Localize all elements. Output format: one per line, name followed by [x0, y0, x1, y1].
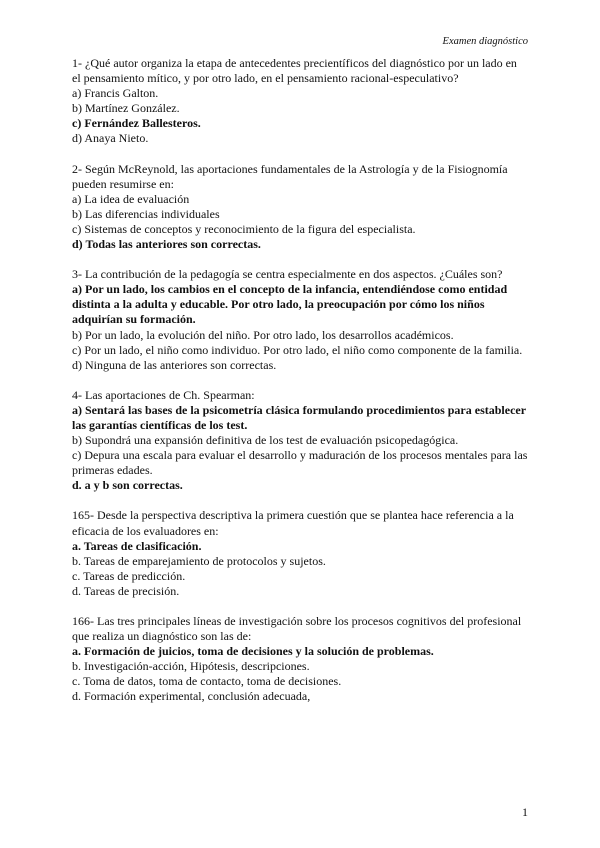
- option-c: c. Tareas de predicción.: [72, 568, 186, 583]
- question-stem: 2- Según McReynold, las aportaciones fundamentales de la Astrología y de la Fisiognomía pueden resumirse en:: [72, 161, 508, 191]
- option-d-correct: d. a y b son correctas.: [72, 478, 183, 493]
- option-c-correct: c) Fernández Ballesteros.: [72, 116, 201, 131]
- option-a: a) La idea de evaluación: [72, 191, 190, 206]
- question-1: [72, 56, 528, 147]
- page-header: Examen diagnóstico: [442, 36, 528, 47]
- option-b: b) Supondrá una expansión definitiva de los test de evaluación psicopedagógica.: [72, 433, 459, 448]
- option-a-correct: a. Tareas de clasificación.: [72, 538, 202, 553]
- question-165: [72, 508, 528, 599]
- question-4: [72, 388, 528, 494]
- option-a-correct: a. Formación de juicios, toma de decisiones y la solución de problemas.: [72, 644, 434, 659]
- question-stem: 166- Las tres principales líneas de investigación sobre los procesos cognitivos del profesional que realiza un diagnóstico son las de:: [72, 614, 522, 644]
- option-b: b) Por un lado, la evolución del niño. Por otro lado, los desarrollos académicos.: [72, 327, 454, 342]
- option-d: d. Formación experimental, conclusión adecuada,: [72, 689, 311, 704]
- question-list: [72, 56, 528, 720]
- option-c: c) Depura una escala para evaluar el desarrollo y maduración de los procesos mentales para las primeras edades.: [72, 448, 528, 478]
- option-a: a) Francis Galton.: [72, 86, 159, 101]
- question-stem: 1- ¿Qué autor organiza la etapa de antecedentes precientíficos del diagnóstico por un lado en el pensamiento mítico, y por otro lado, en el pensamiento racional-especulativo?: [72, 56, 517, 86]
- option-b: b. Tareas de emparejamiento de protocolos y sujetos.: [72, 553, 326, 568]
- question-stem: 3- La contribución de la pedagogía se centra especialmente en dos aspectos. ¿Cuáles son?: [72, 267, 503, 282]
- question-2: [72, 162, 528, 253]
- question-3: [72, 267, 528, 373]
- option-c: c) Sistemas de conceptos y reconocimiento de la figura del especialista.: [72, 221, 416, 236]
- question-stem: 165- Desde la perspectiva descriptiva la primera cuestión que se plantea hace referencia a la eficacia de los evaluadores en:: [72, 508, 514, 538]
- option-b: b) Martínez González.: [72, 101, 180, 116]
- option-a-correct: a) Sentará las bases de la psicometría clásica formulando procedimientos para establecer las garantías científicas de los test.: [72, 402, 526, 432]
- question-166: [72, 614, 528, 705]
- option-b: b. Investigación-acción, Hipótesis, descripciones.: [72, 659, 310, 674]
- question-stem: 4- Las aportaciones de Ch. Spearman:: [72, 387, 255, 402]
- option-d: d) Anaya Nieto.: [72, 131, 149, 146]
- option-d-correct: d) Todas las anteriores son correctas.: [72, 237, 261, 252]
- option-c: c. Toma de datos, toma de contacto, toma de decisiones.: [72, 674, 342, 689]
- option-a-correct: a) Por un lado, los cambios en el concepto de la infancia, entendiéndose como entidad distinta a la adulta y educable. Por otro lado, la preocupación por cómo los niños adquirían su formación.: [72, 282, 508, 327]
- option-d: d. Tareas de precisión.: [72, 583, 180, 598]
- option-c: c) Por un lado, el niño como individuo. Por otro lado, el niño como componente de la familia.: [72, 342, 523, 357]
- option-b: b) Las diferencias individuales: [72, 206, 220, 221]
- page-number: 1: [522, 805, 528, 819]
- option-d: d) Ninguna de las anteriores son correctas.: [72, 357, 277, 372]
